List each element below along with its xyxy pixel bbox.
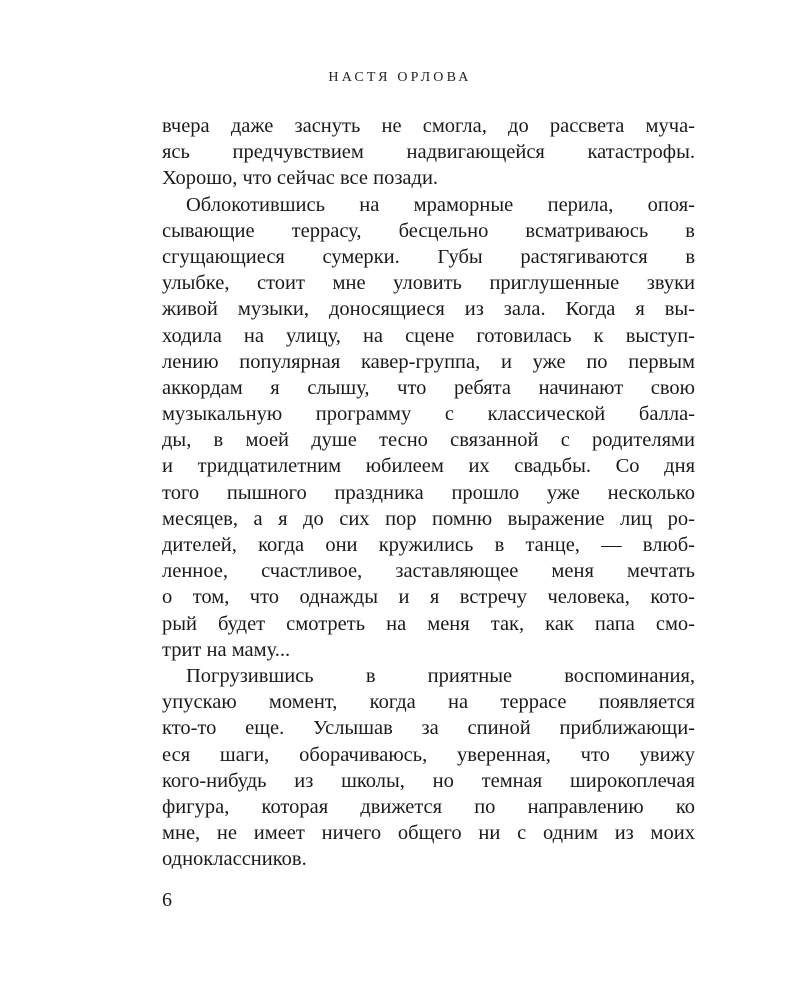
running-header-author: НАСТЯ ОРЛОВА — [328, 70, 472, 85]
text-line: упускаю момент, когда на террасе появляется — [162, 691, 695, 714]
text-line: дителей, когда они кружились в танце, — влюб- — [162, 534, 695, 556]
text-line: мне, не имеет ничего общего ни с одним из моих — [162, 822, 695, 845]
text-line: улыбке, стоит мне уловить приглушенные звуки — [162, 272, 695, 295]
text-line: лению популярная кавер-группа, и уже по первым — [162, 350, 695, 373]
text-line: Облокотившись на мраморные перила, опоя- — [186, 193, 695, 216]
text-line: трит на маму... — [162, 638, 291, 661]
text-line: кто-то еще. Услышав за спиной приближающи- — [162, 717, 695, 740]
text-line: музыкальную программу с классической балла- — [162, 403, 695, 426]
text-line: Хорошо, что сейчас все позади. — [162, 167, 439, 190]
text-line: и тридцатилетним юбилеем их свадьбы. Со дня — [162, 455, 695, 478]
text-line: Погрузившись в приятные воспоминания, — [186, 664, 695, 687]
text-line: того пышного праздника прошло уже несколько — [162, 481, 695, 504]
text-line: сгущающиеся сумерки. Губы растягиваются в — [162, 245, 695, 268]
text-line: одноклассников. — [162, 848, 307, 871]
text-line: сывающие террасу, бесцельно всматриваюсь в — [162, 219, 695, 242]
text-line: аккордам я слышу, что ребята начинают свою — [162, 376, 695, 399]
text-line: еся шаги, оборачиваюсь, уверенная, что увижу — [162, 743, 695, 766]
text-line: месяцев, а я до сих пор помню выражение лиц ро- — [162, 507, 695, 530]
page-number: 6 — [162, 889, 172, 911]
text-line: фигура, которая движется по направлению ко — [162, 795, 695, 818]
text-line: живой музыки, доносящиеся из зала. Когда я вы- — [162, 298, 695, 321]
text-line: ленное, счастливое, заставляющее меня мечтать — [162, 560, 695, 583]
text-line: о том, что однажды и я встречу человека, кото- — [162, 586, 695, 609]
text-line: ходила на улицу, на сцене готовилась к выступ- — [162, 324, 695, 347]
text-line: ясь предчувствием надвигающейся катастрофы. — [162, 141, 695, 164]
text-line: ды, в моей душе тесно связанной с родителями — [162, 429, 695, 452]
text-line: рый будет смотреть на меня так, как папа смо- — [162, 612, 695, 635]
text-line: вчера даже заснуть не смогла, до рассвета муча- — [162, 115, 695, 137]
body-text — [162, 113, 695, 872]
text-line: кого-нибудь из школы, но темная широкоплечая — [162, 769, 695, 792]
